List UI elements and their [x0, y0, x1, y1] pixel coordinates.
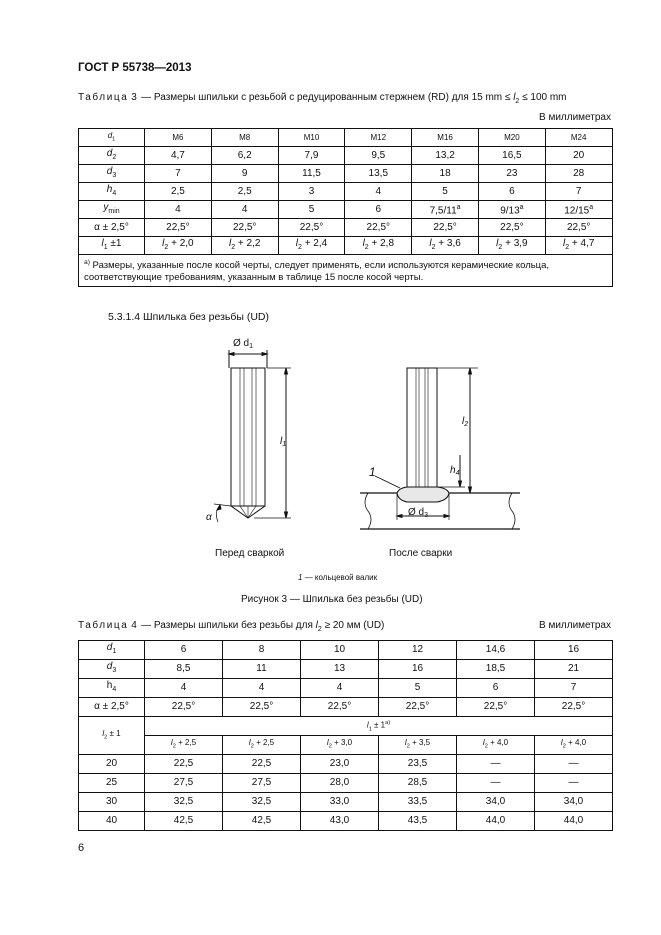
table-cell: $l_2 + 4,0$: [457, 736, 535, 755]
arrow-icon: [229, 353, 234, 356]
table-cell: 33,0: [301, 793, 379, 812]
table-cell: 28,5: [379, 774, 457, 793]
table-cell: 2,5: [145, 183, 212, 201]
table-cell: 16: [379, 660, 457, 679]
table-cell: 7: [545, 183, 612, 201]
table-cell: 34,0: [535, 793, 613, 812]
table-cell: M24: [545, 129, 612, 147]
table3-caption-num: 3: [131, 92, 139, 103]
table3-caption-text: — Размеры шпильки с резьбой с редуцированным стержнем (RD) для 15 mm ≤: [141, 92, 511, 103]
section-title: 5.3.1.4 Шпилька без резьбы (UD): [108, 311, 269, 323]
table-cell: 33,5: [379, 793, 457, 812]
table-cell: 16,5: [478, 147, 545, 165]
table-cell: 22,5°: [301, 698, 379, 717]
table-cell: 28: [545, 165, 612, 183]
table-cell: 13,5: [345, 165, 412, 183]
table-cell: 23,0: [301, 755, 379, 774]
table4-caption: [78, 620, 384, 633]
table-cell: 27,5: [223, 774, 301, 793]
table-cell: 25: [79, 774, 145, 793]
table-cell: $d_3$: [79, 660, 145, 679]
table-cell: $l_2 + 2,8$: [345, 237, 412, 255]
table-cell: 6: [478, 183, 545, 201]
table-cell: 40: [79, 812, 145, 831]
table-cell: 6: [457, 679, 535, 698]
figure-caption: Рисунок 3 — Шпилька без резьбы (UD): [241, 594, 423, 605]
table-cell: $l_2 + 3,9$: [478, 237, 545, 255]
table-cell: $l_2 + 2,2$: [211, 237, 278, 255]
table-cell: 4: [345, 183, 412, 201]
document-header: ГОСТ Р 55738—2013: [78, 62, 192, 74]
table-cell: 9: [211, 165, 278, 183]
table-row: [79, 774, 613, 793]
table-cell: α ± 2,5°: [79, 219, 145, 237]
table-cell: 12: [379, 641, 457, 660]
table-cell: 22,5°: [379, 698, 457, 717]
table-cell: 22,5°: [278, 219, 345, 237]
table-cell: 28,0: [301, 774, 379, 793]
table-cell: 9/13$^a$: [478, 201, 545, 219]
table-cell: —: [535, 755, 613, 774]
label-l2: $l_2$: [462, 416, 469, 428]
table-row: [79, 237, 613, 255]
table-cell: 22,5°: [145, 698, 223, 717]
table-cell: $l_1 \pm 1^{a)}$: [145, 717, 613, 736]
table-cell: 22,5°: [145, 219, 212, 237]
table-cell: 6: [345, 201, 412, 219]
table4-caption-sub: 2: [317, 626, 322, 633]
table-cell: $d_2$: [79, 147, 145, 165]
table-cell: 5: [379, 679, 457, 698]
figure-legend: 1 — кольцевой валик: [298, 573, 378, 582]
table-cell: 44,0: [535, 812, 613, 831]
figure-stud-drawing: [200, 328, 520, 556]
page-number: 6: [78, 842, 85, 854]
arrow-icon: [469, 368, 472, 374]
stud-before-body: [231, 368, 265, 506]
table-row: [79, 219, 613, 237]
table-cell: 6,2: [211, 147, 278, 165]
stud-after-body: [407, 368, 437, 487]
label-l1: $l_1$: [280, 436, 287, 448]
table3-caption-label: Таблица: [78, 92, 129, 103]
table-cell: 42,5: [145, 812, 223, 831]
table-cell: 22,5: [223, 755, 301, 774]
table-cell: 4: [301, 679, 379, 698]
table-cell: 22,5°: [545, 219, 612, 237]
table-cell: 12/15$^a$: [545, 201, 612, 219]
table4: [78, 640, 613, 831]
table-cell: 8: [223, 641, 301, 660]
table-row: [79, 641, 613, 660]
table-cell: 44,0: [457, 812, 535, 831]
table-cell: $h_4$: [79, 183, 145, 201]
table-cell: $h_4$: [79, 679, 145, 698]
table-cell: $l_2 + 3,5$: [379, 736, 457, 755]
table-cell: 16: [535, 641, 613, 660]
arrow-icon: [397, 515, 402, 518]
table-cell: $l_2 \pm 1$: [79, 717, 145, 755]
table-cell: 14,6: [457, 641, 535, 660]
table-cell: 23: [478, 165, 545, 183]
label-h4: $h_4$: [450, 465, 460, 477]
arrow-icon: [285, 368, 288, 374]
table-cell: 34,0: [457, 793, 535, 812]
weld-collar: [397, 487, 449, 502]
table3: [78, 128, 613, 287]
table-cell: 43,0: [301, 812, 379, 831]
table4-caption-tail: ≥ 20 мм (UD): [324, 620, 385, 631]
table-cell: 22,5°: [412, 219, 479, 237]
table-cell: 2,5: [211, 183, 278, 201]
table-cell: $y_{min}$: [79, 201, 145, 219]
table-cell: M16: [412, 129, 479, 147]
arrow-icon: [262, 353, 267, 356]
table-cell: 5: [278, 201, 345, 219]
table3-units: В миллиметрах: [539, 112, 611, 123]
table-cell: M20: [478, 129, 545, 147]
table-cell: α ± 2,5°: [79, 698, 145, 717]
table-cell: $l_1 \pm 1$: [79, 237, 145, 255]
table-row: [79, 255, 613, 287]
table-cell: $l_2 + 2,5$: [223, 736, 301, 755]
table-row: [79, 755, 613, 774]
table3-caption-sub: 2: [515, 98, 520, 105]
table-cell: 18,5: [457, 660, 535, 679]
table-row: [79, 129, 613, 147]
table4-units: В миллиметрах: [539, 620, 611, 631]
table-cell: M12: [345, 129, 412, 147]
table-cell: 11: [223, 660, 301, 679]
table-cell: 7,5/11$^a$: [412, 201, 479, 219]
table4-caption-num: 4: [131, 620, 139, 631]
table-cell: $d_1$: [79, 129, 145, 147]
table-row: [79, 679, 613, 698]
table-row: [79, 717, 613, 736]
table-cell: —: [535, 774, 613, 793]
table3-caption-var: l: [513, 92, 516, 103]
table-cell: 4,7: [145, 147, 212, 165]
table-cell: 4: [223, 679, 301, 698]
table-cell: 22,5: [145, 755, 223, 774]
table-cell: 9,5: [345, 147, 412, 165]
table-cell: 6: [145, 641, 223, 660]
label-d3: Ø $d_3$: [408, 507, 429, 519]
table-cell: 4: [145, 679, 223, 698]
table-cell: 22,5°: [223, 698, 301, 717]
table-cell: $l_2 + 3,0$: [301, 736, 379, 755]
table-cell: $l_2 + 4,7$: [545, 237, 612, 255]
table-cell: $l_2 + 2,5$: [145, 736, 223, 755]
table3-caption-tail: ≤ 100 mm: [522, 92, 567, 103]
table-cell: 22,5°: [211, 219, 278, 237]
table4-caption-label: Таблица: [78, 620, 129, 631]
label-d1: Ø $d_1$: [233, 338, 254, 350]
table-cell: 10: [301, 641, 379, 660]
table-cell: 20: [545, 147, 612, 165]
table-cell: 21: [535, 660, 613, 679]
table-cell: 4: [145, 201, 212, 219]
table-row: [79, 698, 613, 717]
arrow-icon: [285, 512, 288, 518]
table-cell: $l_2 + 2,4$: [278, 237, 345, 255]
table-cell: 4: [211, 201, 278, 219]
table-cell: 42,5: [223, 812, 301, 831]
label-alpha: α: [206, 512, 212, 523]
table-cell: M8: [211, 129, 278, 147]
before-welding-caption: Перед сваркой: [215, 548, 285, 559]
table-cell: 13: [301, 660, 379, 679]
table-cell: 32,5: [223, 793, 301, 812]
table-row: [79, 201, 613, 219]
table-cell: 22,5°: [535, 698, 613, 717]
table-row: [79, 812, 613, 831]
table-row: [79, 183, 613, 201]
table-cell: 22,5°: [457, 698, 535, 717]
table-cell: 8,5: [145, 660, 223, 679]
table-cell: 7: [145, 165, 212, 183]
table-cell: 3: [278, 183, 345, 201]
table-cell: $l_2 + 3,6$: [412, 237, 479, 255]
table-cell: $d_1$: [79, 641, 145, 660]
table-row: [79, 793, 613, 812]
table-cell: 27,5: [145, 774, 223, 793]
table4-caption-var: l: [315, 620, 318, 631]
table-cell: $l_2 + 2,0$: [145, 237, 212, 255]
table-cell: M6: [145, 129, 212, 147]
arrow-icon: [459, 481, 462, 487]
table-cell: 18: [412, 165, 479, 183]
table-row: [79, 660, 613, 679]
table-row: [79, 147, 613, 165]
after-welding-caption: После сварки: [389, 548, 453, 559]
table-row: [79, 165, 613, 183]
table-row: [79, 736, 613, 755]
table-cell: 22,5°: [478, 219, 545, 237]
arrow-icon: [217, 505, 221, 510]
table-cell: 13,2: [412, 147, 479, 165]
arrow-icon: [444, 515, 449, 518]
table-cell: 30: [79, 793, 145, 812]
table-cell: 22,5°: [345, 219, 412, 237]
arrow-icon: [469, 487, 472, 493]
table3-caption: [78, 92, 567, 105]
label-collar-number: 1: [369, 465, 376, 479]
table-cell: 7: [535, 679, 613, 698]
table4-caption-text: — Размеры шпильки без резьбы для: [141, 620, 313, 631]
table-cell: 20: [79, 755, 145, 774]
table-cell: 11,5: [278, 165, 345, 183]
table-cell: $d_3$: [79, 165, 145, 183]
table-cell: 23,5: [379, 755, 457, 774]
table-cell: —: [457, 774, 535, 793]
table-cell: 32,5: [145, 793, 223, 812]
table-cell: $l_2 + 4,0$: [535, 736, 613, 755]
table-cell: 5: [412, 183, 479, 201]
table-cell: 7,9: [278, 147, 345, 165]
table3-footnote: $^{a)}$ Размеры, указанные после косой черты, следует применять, если используются керамические кольца, соответствующие требованиям, указанным в таблице 15 после косой черты.: [79, 255, 613, 287]
table-cell: 43,5: [379, 812, 457, 831]
table-cell: —: [457, 755, 535, 774]
table-cell: M10: [278, 129, 345, 147]
